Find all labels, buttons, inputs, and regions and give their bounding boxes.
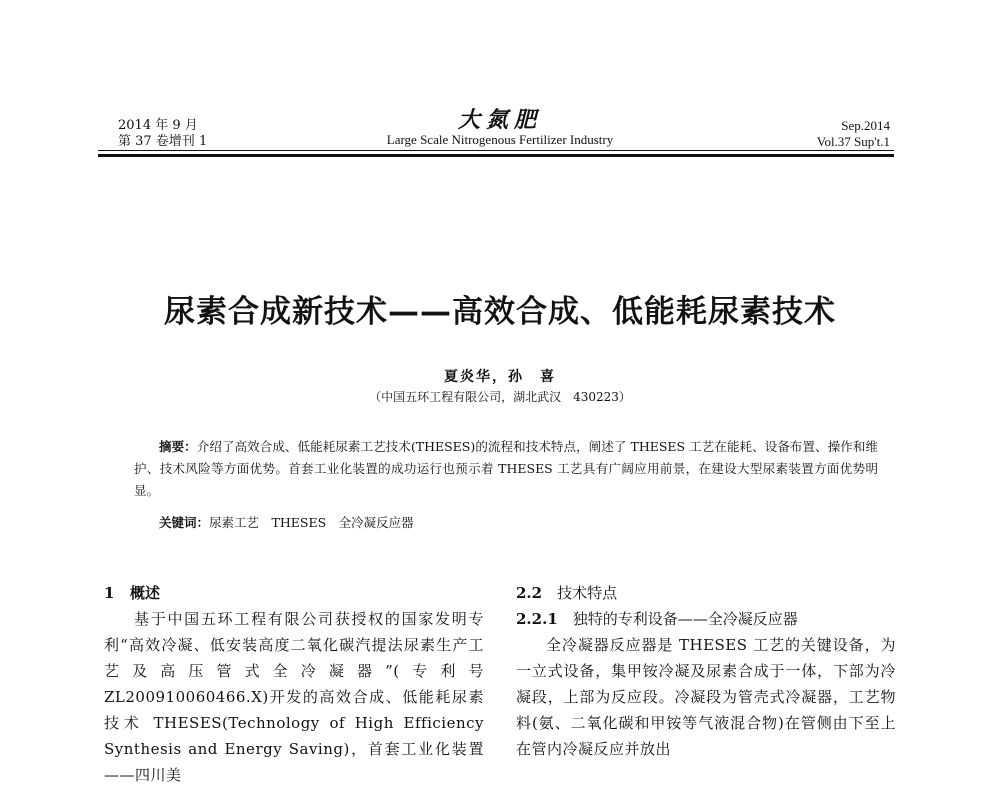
header-date: 2014 年 9 月 [118, 118, 198, 133]
section-heading-2-2 [516, 580, 896, 606]
section-title: 概述 [130, 584, 161, 602]
article-affiliation: （中国五环工程有限公司，湖北武汉 430223） [369, 390, 631, 404]
subsection-heading-2-2-1 [516, 606, 896, 632]
journal-masthead [330, 108, 670, 147]
subsection-number: 2.2.1 [516, 610, 558, 628]
article-title: 尿素合成新技术——高效合成、低能耗尿素技术 [164, 294, 836, 330]
journal-logo: 大氮肥 [457, 107, 542, 133]
section-heading-1 [104, 580, 484, 606]
keywords [134, 512, 878, 534]
left-column [104, 580, 484, 788]
section-number: 2.2 [516, 584, 543, 602]
keywords-label: 关键词： [159, 515, 210, 530]
abstract-label: 摘要： [159, 439, 197, 454]
subsection-title: 独特的专利设备——全冷凝反应器 [572, 610, 798, 628]
subsection-paragraph: 全冷凝器反应器是 THESES 工艺的关键设备，为一立式设备，集甲铵冷凝及尿素合成于一体，下部为冷凝段，上部为反应段。冷凝段为管壳式冷凝器，工艺物料(氨、二氧化碳和甲铵等气液混合物)在管侧由下至上在管内冷凝反应并放出 [516, 636, 896, 758]
section-title: 技术特点 [557, 584, 618, 602]
journal-english-name: Large Scale Nitrogenous Fertilizer Industry [386, 132, 614, 147]
article-authors: 夏炎华，孙 喜 [444, 369, 556, 385]
header-date-volume-en [817, 118, 890, 150]
header-volume: 第 37 卷增刊 1 [118, 134, 208, 149]
keywords-text: 尿素工艺 THESES 全冷凝反应器 [209, 515, 414, 530]
header-rule-thick [98, 154, 894, 157]
header-date-en: Sep.2014 [841, 118, 890, 133]
header-volume-en: Vol.37 Sup't.1 [816, 134, 890, 149]
abstract-text: 介绍了高效合成、低能耗尿素工艺技术(THESES)的流程和技术特点，阐述了 THESES 工艺在能耗、设备布置、操作和维护、技术风险等方面优势。首套工业化装置的成功运行也预示着 THESES 工艺具有广阔应用前景，在建设大型尿素装置方面优势明显。 [134, 439, 878, 498]
section-number: 1 [104, 584, 115, 602]
abstract [134, 436, 878, 502]
header-rule-thin [98, 150, 894, 151]
header-date-volume [118, 118, 207, 150]
section-1-paragraph: 基于中国五环工程有限公司获授权的国家发明专利“高效冷凝、低安装高度二氧化碳汽提法尿素生产工艺及高压管式全冷凝器”(专利号 ZL200910060466.X)开发的高效合成、低能耗尿素技术 THESES(Technology of High Efficiency Synthesis and Energy Saving)，首套工业化装置——四川美 [104, 610, 484, 784]
right-column [516, 580, 896, 762]
